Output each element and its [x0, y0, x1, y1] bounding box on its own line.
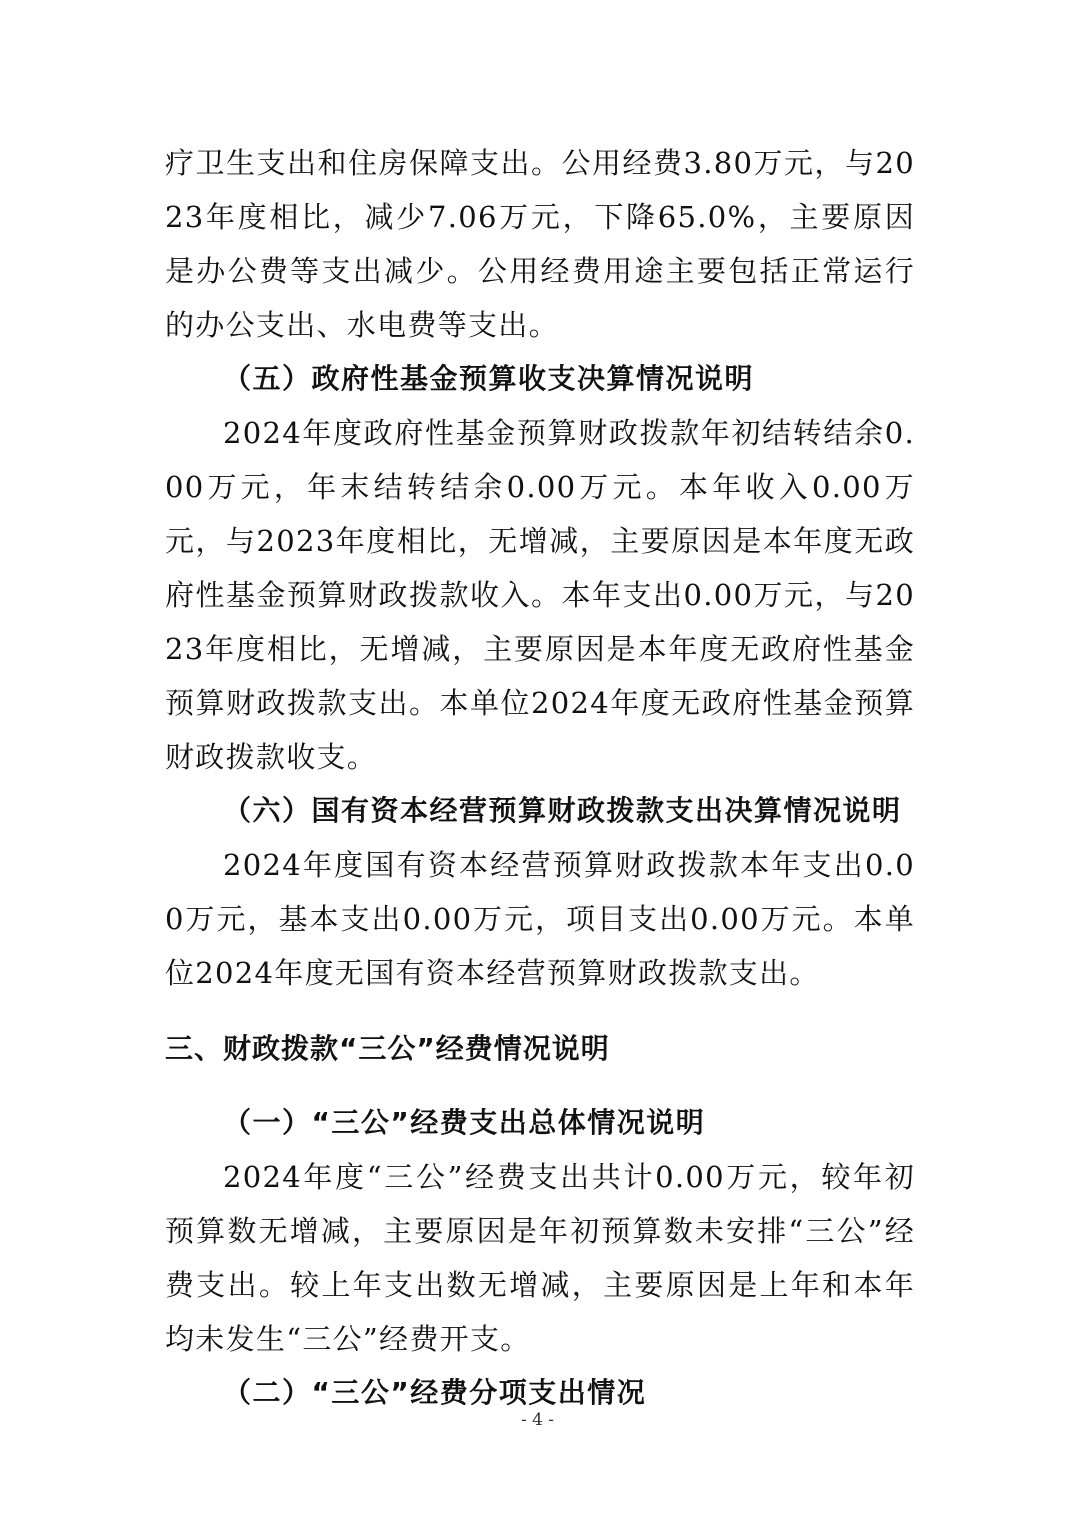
- document-body: [165, 136, 915, 1420]
- heading-three-public-overall: （一）“三公”经费支出总体情况说明: [223, 1106, 706, 1139]
- paragraph-public-funds: 疗卫生支出和住房保障支出。公用经费3.80万元，与2023年度相比，减少7.06万元，下降65.0%，主要原因是办公费等支出减少。公用经费用途主要包括正常运行的办公支出、水电费等支出。: [165, 146, 915, 342]
- paragraph-government-fund-budget: 2024年度政府性基金预算财政拨款年初结转结余0.00万元，年末结转结余0.00万元。本年收入0.00万元，与2023年度相比，无增减，主要原因是本年度无政府性基金预算财政拨款收入。本年支出0.00万元，与2023年度相比，无增减，主要原因是本年度无政府性基金预算财政拨款支出。本单位2024年度无政府性基金预算财政拨款收支。: [165, 416, 915, 774]
- page-number: - 4 -: [520, 1410, 555, 1430]
- heading-government-fund-budget: （五）政府性基金预算收支决算情况说明: [223, 362, 755, 395]
- heading-state-capital-budget: （六）国有资本经营预算财政拨款支出决算情况说明: [223, 794, 902, 827]
- heading-three-public-itemized: （二）“三公”经费分项支出情况: [223, 1376, 647, 1409]
- paragraph-three-public-overall: 2024年度“三公”经费支出共计0.00万元，较年初预算数无增减，主要原因是年初预算数未安排“三公”经费支出。较上年支出数无增减，主要原因是上年和本年均未发生“三公”经费开支。: [165, 1160, 915, 1356]
- paragraph-state-capital-budget: 2024年度国有资本经营预算财政拨款本年支出0.00万元，基本支出0.00万元，项目支出0.00万元。本单位2024年度无国有资本经营预算财政拨款支出。: [165, 848, 915, 990]
- heading-three-public-expenses: 三、财政拨款“三公”经费情况说明: [165, 1032, 610, 1065]
